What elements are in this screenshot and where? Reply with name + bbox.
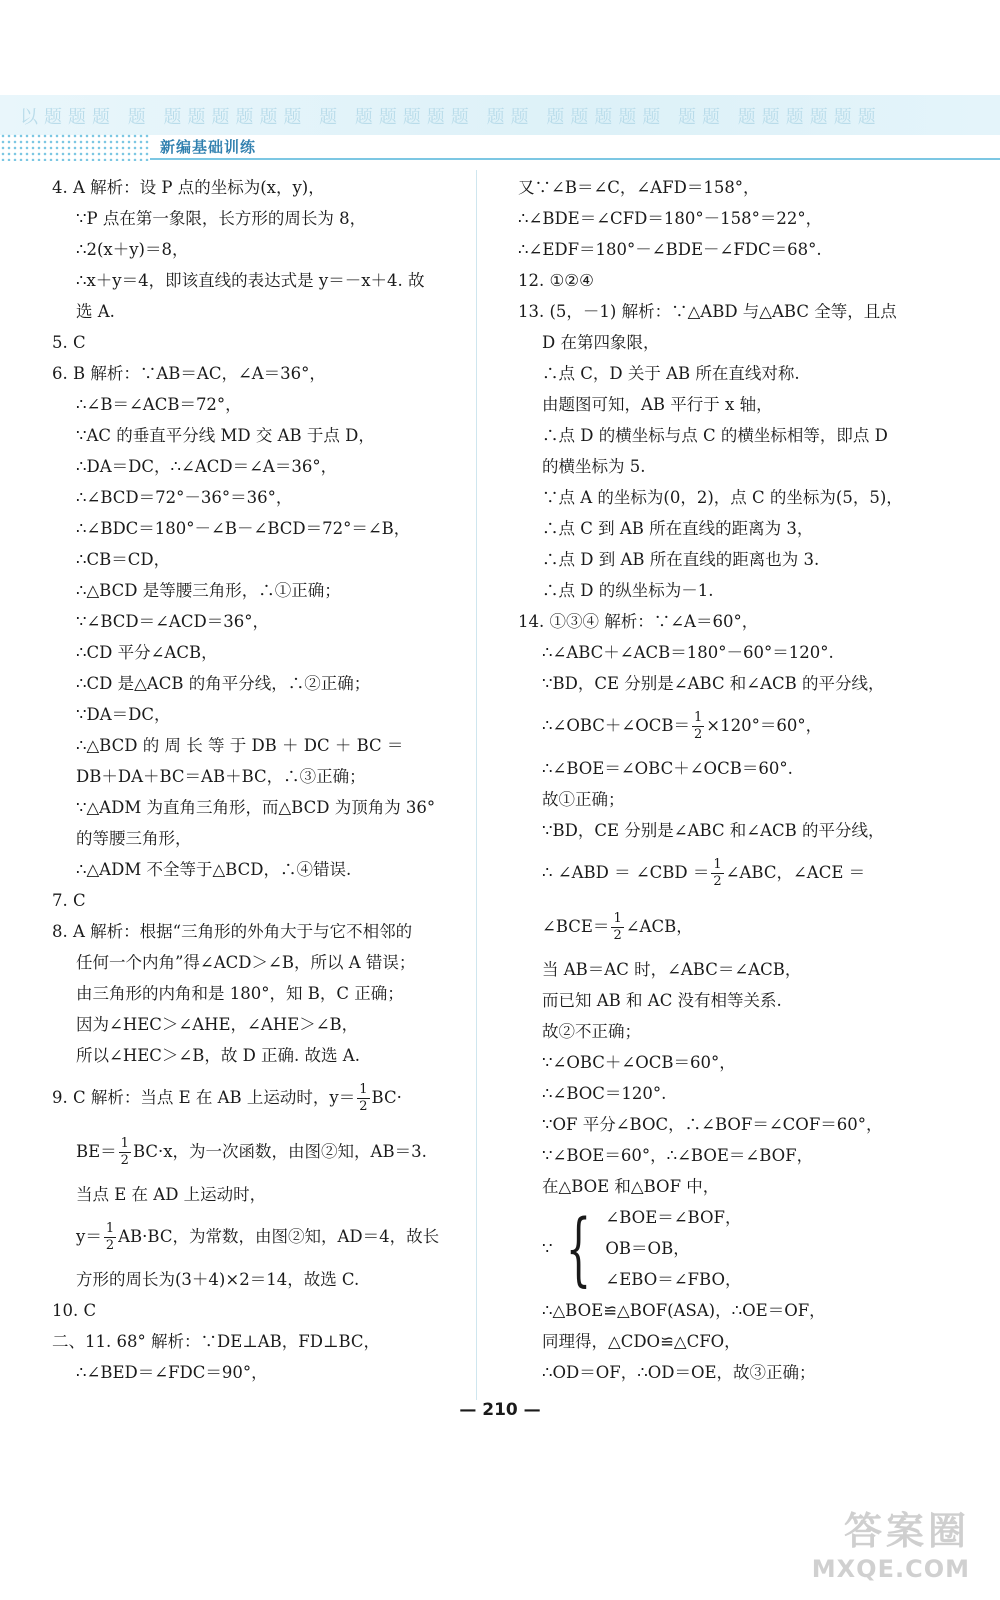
- answer-line: ∴△BCD 的 周 长 等 于 DB ＋ DC ＋ BC ＝: [76, 736, 404, 755]
- answer-text: ∠ABC，∠ACE ＝: [725, 863, 866, 882]
- answer-line: ∴CB＝CD，: [76, 550, 171, 569]
- answer-line: ∴∠BDE＝∠CFD＝180°－158°＝22°，: [518, 209, 823, 228]
- answer-line: DB＋DA＋BC＝AB＋BC，∴③正确；: [76, 767, 366, 786]
- answer-line: ∴△ADM 不全等于△BCD，∴④错误.: [76, 860, 352, 879]
- answer-line: 又∵∠B＝∠C，∠AFD＝158°，: [518, 178, 760, 197]
- answer-line: ∴△BOE≌△BOF(ASA)，∴OE＝OF，: [542, 1301, 826, 1320]
- answer-text: BC·x，为一次函数，由图②知，AB＝3.: [132, 1142, 427, 1161]
- answer-line: ∴x＋y＝4，即该直线的表达式是 y＝－x＋4. 故: [76, 271, 425, 290]
- answer-line: 由三角形的内角和是 180°，知 B，C 正确；: [76, 984, 404, 1003]
- answer-line: 任何一个内角”得∠ACD＞∠B，所以 A 错误；: [76, 953, 416, 972]
- answer-line: 在△BOE 和△BOF 中，: [542, 1177, 720, 1196]
- answer-line: [52, 1210, 460, 1264]
- answer-line: ∵点 A 的坐标为(0，2)，点 C 的坐标为(5，5)，: [542, 488, 903, 507]
- answer-line: ∵BD，CE 分别是∠ABC 和∠ACB 的平分线，: [542, 821, 885, 840]
- answer-line: 所以∠HEC＞∠B，故 D 正确. 故选 A.: [76, 1046, 360, 1065]
- left-brace-icon: {: [565, 1201, 591, 1295]
- answer-text: ∴∠OBC＋∠OCB＝: [542, 716, 691, 735]
- answer-line: ∵DA＝DC，: [76, 705, 171, 724]
- watermark: [790, 1500, 970, 1583]
- answer-line: ∴CD 是△ACB 的角平分线，∴②正确；: [76, 674, 371, 693]
- answer-text: ∠ACB，: [625, 917, 693, 936]
- answer-line: ∴∠BED＝∠FDC＝90°，: [76, 1363, 268, 1382]
- answer-line: ∴2(x＋y)＝8，: [76, 240, 189, 259]
- answer-text: BC·: [371, 1088, 402, 1107]
- answer-line: ∵∠OBC＋∠OCB＝60°，: [542, 1053, 736, 1072]
- answer-line: 5. C: [52, 333, 86, 352]
- watermark-url: MXQE.COM: [811, 1555, 970, 1583]
- watermark-logo-text: 答案圈: [843, 1509, 970, 1553]
- fraction-numerator: 1: [694, 710, 703, 725]
- answer-line: ∴∠BOC＝120°.: [542, 1084, 667, 1103]
- answer-line: [52, 1071, 460, 1125]
- answer-line: ∴∠B＝∠ACB＝72°，: [76, 395, 242, 414]
- answer-line: ∴OD＝OF，∴OD＝OE，故③正确；: [542, 1363, 816, 1382]
- brace-lines: [605, 1202, 741, 1295]
- fraction-denominator: 2: [713, 874, 722, 889]
- answer-line: OB＝OB，: [605, 1239, 690, 1258]
- answer-line: 故①正确；: [542, 790, 625, 809]
- answer-line: ∴点 D 的横坐标与点 C 的横坐标相等，即点 D: [542, 426, 888, 445]
- fraction-denominator: 2: [613, 928, 622, 943]
- fraction-numerator: 1: [105, 1221, 115, 1236]
- answer-line: ∴∠BCD＝72°－36°＝36°，: [76, 488, 293, 507]
- answer-line: [52, 1125, 460, 1179]
- answer-line: 选 A.: [76, 302, 115, 321]
- column-divider: [476, 170, 477, 1400]
- answer-text: y＝: [76, 1227, 102, 1246]
- fraction-numerator: 1: [613, 911, 622, 926]
- page-number: — 210 —: [459, 1400, 541, 1420]
- answer-line: ∵△ADM 为直角三角形，而△BCD 为顶角为 36°: [76, 798, 436, 817]
- fraction-denominator: 2: [105, 1238, 115, 1253]
- answer-text: BE＝: [76, 1142, 117, 1161]
- answer-line: ∵∠BOE＝60°，∴∠BOE＝∠BOF，: [542, 1146, 814, 1165]
- congruence-system: [518, 1202, 928, 1295]
- left-column: [52, 172, 460, 1388]
- answer-line: ∴∠BDC＝180°－∠B－∠BCD＝72°＝∠B，: [76, 519, 411, 538]
- header-band: [0, 95, 1000, 135]
- fraction: [104, 1221, 116, 1254]
- answer-line: ∴点 C 到 AB 所在直线的距离为 3，: [542, 519, 814, 538]
- answer-line: [518, 900, 928, 954]
- answer-line: 的横坐标为 5.: [542, 457, 646, 476]
- answer-line: 由题图可知，AB 平行于 x 轴，: [542, 395, 773, 414]
- header-faint-text: 以题题题 题 题题题题题题 题 题题题题题 题题 题题题题题 题题 题题题题题题: [20, 107, 882, 125]
- right-column: [518, 172, 928, 1388]
- answer-line: 7. C: [52, 891, 86, 910]
- answer-line: [518, 699, 928, 753]
- answer-line: ∵OF 平分∠BOC，∴∠BOF＝∠COF＝60°，: [542, 1115, 883, 1134]
- answer-line: ∴∠EDF＝180°－∠BDE－∠FDC＝68°.: [518, 240, 822, 259]
- answer-line: 当 AB＝AC 时，∠ABC＝∠ACB，: [542, 960, 802, 979]
- fraction-denominator: 2: [120, 1153, 129, 1168]
- answer-line: 4. A 解析：设 P 点的坐标为(x，y)，: [52, 178, 325, 197]
- answer-text: ×120°＝60°，: [706, 716, 823, 735]
- answer-line: 同理得，△CDO≌△CFO，: [542, 1332, 741, 1351]
- answer-line: ∠EBO＝∠FBO，: [605, 1270, 742, 1289]
- fraction-numerator: 1: [713, 857, 722, 872]
- header-dot-pattern: [0, 133, 150, 161]
- fraction-numerator: 1: [120, 1136, 129, 1151]
- answer-text: ∴ ∠ABD ＝ ∠CBD ＝: [542, 863, 710, 882]
- answer-text: ∠BCE＝: [542, 917, 610, 936]
- answer-line: ∵P 点在第一象限，长方形的周长为 8，: [76, 209, 367, 228]
- fraction: [119, 1136, 131, 1169]
- fraction: [357, 1082, 369, 1115]
- answer-line: 10. C: [52, 1301, 97, 1320]
- answer-line: 故②不正确；: [542, 1022, 641, 1041]
- answer-line: 12. ①②④: [518, 271, 594, 290]
- answer-line: 而已知 AB 和 AC 没有相等关系.: [542, 991, 782, 1010]
- answer-text: AB·BC，为常数，由图②知，AD＝4，故长: [118, 1227, 440, 1246]
- answer-line: ∵∠BCD＝∠ACD＝36°，: [76, 612, 269, 631]
- answer-line: ∴点 C，D 关于 AB 所在直线对称.: [542, 364, 800, 383]
- answer-line: [518, 846, 928, 900]
- answer-line: 14. ①③④ 解析：∵∠A＝60°，: [518, 612, 759, 631]
- answer-line: 13. (5，－1) 解析：∵△ABD 与△ABC 全等，且点: [518, 302, 897, 321]
- answer-text: 9. C 解析：当点 E 在 AB 上运动时，y＝: [52, 1088, 356, 1107]
- answer-line: ∴△BCD 是等腰三角形，∴①正确；: [76, 581, 341, 600]
- answer-line: ∠BOE＝∠BOF，: [605, 1208, 742, 1227]
- fraction: [692, 710, 704, 743]
- answer-line: D 在第四象限，: [542, 333, 660, 352]
- fraction-denominator: 2: [359, 1099, 368, 1114]
- answer-line: ∴∠ABC＋∠ACB＝180°－60°＝120°.: [542, 643, 834, 662]
- answer-line: 的等腰三角形，: [76, 829, 192, 848]
- answer-line: 当点 E 在 AD 上运动时，: [76, 1185, 267, 1204]
- answer-line: 二、11. 68° 解析：∵DE⊥AB，FD⊥BC，: [52, 1332, 381, 1351]
- because-symbol: ∵: [542, 1239, 553, 1258]
- answer-line: 因为∠HEC＞∠AHE，∠AHE＞∠B，: [76, 1015, 359, 1034]
- answer-line: ∴点 D 的纵坐标为－1.: [542, 581, 714, 600]
- fraction-denominator: 2: [694, 727, 703, 742]
- answer-line: ∴点 D 到 AB 所在直线的距离也为 3.: [542, 550, 820, 569]
- answer-line: ∵BD，CE 分别是∠ABC 和∠ACB 的平分线，: [542, 674, 885, 693]
- answer-line: 方形的周长为(3＋4)×2＝14，故选 C.: [76, 1270, 360, 1289]
- answer-line: 6. B 解析：∵AB＝AC，∠A＝36°，: [52, 364, 326, 383]
- fraction: [611, 911, 623, 944]
- header-rule: [150, 158, 1000, 160]
- answer-line: 8. A 解析：根据“三角形的外角大于与它不相邻的: [52, 922, 413, 941]
- answer-line: ∵AC 的垂直平分线 MD 交 AB 于点 D，: [76, 426, 375, 445]
- fraction-numerator: 1: [359, 1082, 368, 1097]
- answer-line: ∴∠BOE＝∠OBC＋∠OCB＝60°.: [542, 759, 793, 778]
- answer-line: ∴CD 平分∠ACB，: [76, 643, 218, 662]
- answer-line: ∴DA＝DC，∴∠ACD＝∠A＝36°，: [76, 457, 338, 476]
- fraction: [711, 857, 723, 890]
- book-title: 新编基础训练: [160, 138, 257, 156]
